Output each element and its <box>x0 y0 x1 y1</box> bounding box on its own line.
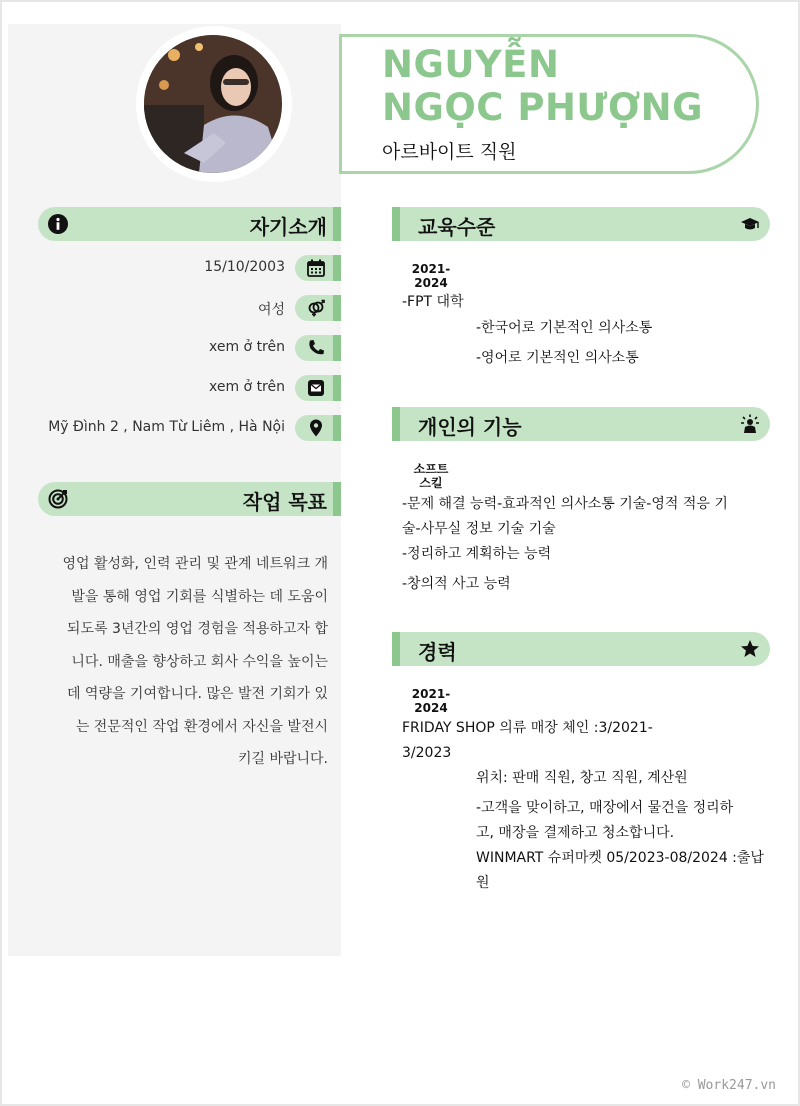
skills-title: 개인의 기능 <box>418 415 522 439</box>
skills-line: -창의적 사고 능력 <box>402 576 511 592</box>
education-title: 교육수준 <box>418 215 496 239</box>
info-row-gender <box>8 295 341 321</box>
info-pill <box>295 255 341 281</box>
objective-text <box>38 548 328 776</box>
objective-line: 데 역량을 기여합니다. 많은 발전 기회가 있 <box>66 686 328 702</box>
skills-label-line: 소프트 <box>413 462 449 476</box>
info-row-address <box>8 415 341 441</box>
education-school: -FPT 대학 <box>402 294 464 310</box>
skills-line: 술-사무실 정보 기술 기술 <box>402 521 556 537</box>
info-row-email <box>8 375 341 401</box>
person-lightbulb-icon <box>740 414 760 434</box>
target-icon <box>48 489 68 509</box>
skills-section-header <box>392 407 770 441</box>
objective-title: 작업 목표 <box>242 490 327 514</box>
star-icon <box>740 639 760 659</box>
objective-line: 되도록 3년간의 영업 경험을 적용하고자 합 <box>66 621 328 637</box>
date-line: 2024 <box>414 701 448 715</box>
intro-title: 자기소개 <box>249 215 327 239</box>
experience-job2-line: WINMART 슈퍼마켓 05/2023-08/2024 :출납 <box>476 850 764 866</box>
info-pill <box>295 295 341 321</box>
objective-line: 발을 통해 영업 기회를 식별하는 데 도움이 <box>71 588 328 605</box>
pill-accent-bar <box>333 415 341 441</box>
gender-icon <box>307 299 325 317</box>
experience-job-line: 3/2023 <box>402 745 452 761</box>
date-line: 2024 <box>414 276 448 290</box>
objective-line: 영업 활성화, 인력 관리 및 관계 네트워크 개 <box>62 556 328 572</box>
section-accent-bar <box>392 407 400 441</box>
experience-position: 위치: 판매 직원, 창고 직원, 계산원 <box>476 770 688 786</box>
location-icon <box>307 419 325 437</box>
objective-section-header <box>38 482 341 516</box>
date-line: 2021- <box>411 687 451 701</box>
section-accent-bar <box>333 207 341 241</box>
footer-watermark: © Work247.vn <box>682 1078 776 1093</box>
gender: 여성 <box>257 302 285 318</box>
education-date <box>402 262 460 290</box>
info-pill <box>295 375 341 401</box>
experience-duty-line: -고객을 맞이하고, 매장에서 물건을 정리하 <box>476 800 734 816</box>
phone-icon <box>307 339 325 357</box>
info-row-phone <box>8 335 341 361</box>
date-line: 2021- <box>411 262 451 276</box>
birthdate: 15/10/2003 <box>204 259 285 275</box>
education-item: -영어로 기본적인 의사소통 <box>476 350 639 366</box>
experience-section-header <box>392 632 770 666</box>
skills-line: -정리하고 계획하는 능력 <box>402 546 552 562</box>
graduation-cap-icon <box>740 214 760 234</box>
name-line-2: NGỌC PHƯỢNG <box>382 86 703 129</box>
calendar-icon <box>307 259 325 277</box>
section-accent-bar <box>333 482 341 516</box>
experience-date <box>402 687 460 715</box>
section-accent-bar <box>392 207 400 241</box>
experience-title: 경력 <box>418 640 457 664</box>
pill-accent-bar <box>333 335 341 361</box>
name-line-1: NGUYỄN <box>382 43 560 86</box>
job-title: 아르바이트 직원 <box>382 141 517 163</box>
candidate-name <box>382 43 703 129</box>
pill-accent-bar <box>333 255 341 281</box>
phone: xem ở trên <box>209 339 285 355</box>
experience-duty-line: 고, 매장을 결제하고 청소합니다. <box>476 825 675 841</box>
skills-label <box>402 462 460 490</box>
experience-job-line: FRIDAY SHOP 의류 매장 체인 :3/2021- <box>402 720 653 736</box>
info-pill <box>295 335 341 361</box>
intro-section-header <box>38 207 341 241</box>
experience-job2-line: 원 <box>476 875 490 891</box>
section-accent-bar <box>392 632 400 666</box>
email-icon <box>307 379 325 397</box>
education-section-header <box>392 207 770 241</box>
objective-line: 는 전문적인 작업 환경에서 자신을 발전시 <box>75 718 328 735</box>
pill-accent-bar <box>333 295 341 321</box>
info-row-birthdate <box>8 255 341 281</box>
name-header <box>339 34 759 174</box>
email: xem ở trên <box>209 379 285 395</box>
skills-label-line: 스킬 <box>419 476 443 490</box>
avatar <box>144 35 282 173</box>
pill-accent-bar <box>333 375 341 401</box>
objective-line: 키길 바랍니다. <box>237 751 328 767</box>
objective-line: 니다. 매출을 향상하고 회사 수익을 높이는 <box>71 653 328 670</box>
skills-line: -문제 해결 능력-효과적인 의사소통 기술-영적 적응 기 <box>402 496 728 512</box>
info-pill <box>295 415 341 441</box>
address: Mỹ Đình 2 , Nam Từ Liêm , Hà Nội <box>48 419 285 435</box>
education-item: -한국어로 기본적인 의사소통 <box>476 320 653 336</box>
info-icon <box>48 214 68 234</box>
